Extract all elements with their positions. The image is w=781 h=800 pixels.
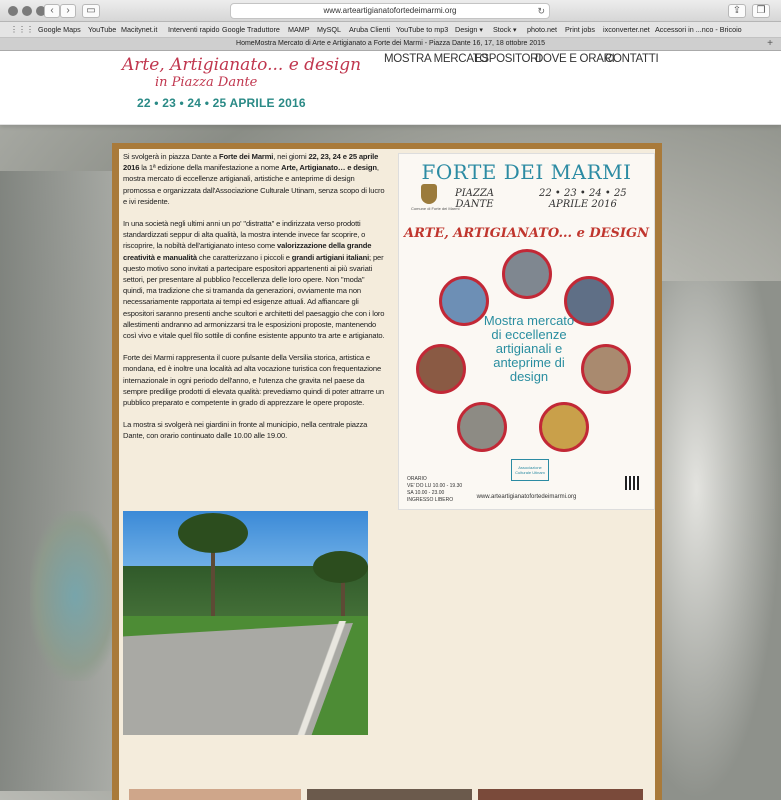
gallery-thumb-3[interactable] — [478, 789, 643, 800]
bookmark-interventi[interactable]: Interventi rapido — [168, 25, 220, 34]
logo-title[interactable]: Arte, Artigianato... e design — [122, 55, 362, 75]
event-poster — [398, 153, 655, 510]
bookmark-mamp[interactable]: MAMP — [288, 25, 310, 34]
nav-contatti[interactable]: CONTATTI — [605, 53, 659, 65]
nav-dove-e-orari[interactable]: DOVE E ORARI — [535, 53, 615, 65]
background-statue — [660, 281, 781, 800]
share-icon[interactable]: ⇪ — [728, 4, 746, 18]
tab-active[interactable]: HomeMostra Mercato di Arte e Artigianato a Forte dei Marmi - Piazza Dante 16, 17, 18 ottobre 2015 — [236, 40, 545, 47]
qr-code-icon — [625, 476, 639, 490]
poster-comune: Comune di Forte dei Marmi — [411, 206, 460, 211]
back-button[interactable]: ‹ — [44, 4, 60, 18]
article-text — [123, 151, 385, 453]
logo-subtitle[interactable]: in Piazza Dante — [155, 75, 258, 90]
nav-espositori[interactable]: ESPOSITORI — [474, 53, 542, 65]
bookmark-youtube[interactable]: YouTube — [88, 25, 117, 34]
poster-center-text: Mostra mercato di eccellenze artigianali e anteprime di design — [483, 313, 575, 384]
tab-bar — [0, 38, 781, 51]
background-detail — [30, 511, 120, 681]
bookmark-aruba[interactable]: Aruba Clienti — [349, 25, 391, 34]
sidebar-icon[interactable]: ▭ — [82, 4, 100, 18]
forward-button[interactable]: › — [60, 4, 76, 18]
comune-crest-icon — [421, 184, 437, 204]
poster-photo-4 — [416, 344, 466, 394]
poster-photo-1 — [502, 249, 552, 299]
poster-url: www.arteartigianatofortedeimarmi.org — [476, 494, 577, 500]
bookmark-google-maps[interactable]: Google Maps — [38, 25, 81, 34]
nav-mostra-mercato[interactable]: MOSTRA MERCATO — [384, 53, 488, 65]
gallery-thumb-2[interactable] — [307, 789, 472, 800]
piazza-photo — [123, 511, 368, 735]
close-window-icon[interactable] — [8, 6, 18, 16]
address-bar[interactable] — [230, 3, 550, 19]
new-tab-icon[interactable]: + — [767, 38, 773, 49]
gallery-thumb-1[interactable] — [129, 789, 301, 800]
poster-orari: ORARIO VE' DO LU 10.00 - 19.30 SA 10.00 - 23.00 INGRESSO LIBERO — [407, 476, 463, 503]
minimize-window-icon[interactable] — [22, 6, 32, 16]
paragraph-hours: La mostra si svolgerà nei giardini in fronte al municipio, nella centrale piazza Dante, con orario continuato dalle 10.00 alle 19.00. — [123, 420, 368, 441]
association-badge: Associazione Culturale Utinam — [511, 459, 549, 481]
poster-photo-5 — [581, 344, 631, 394]
browser-toolbar — [0, 0, 781, 22]
bookmark-design[interactable]: Design ▾ — [455, 25, 483, 34]
bookmark-ixconverter[interactable]: ixconverter.net — [603, 25, 650, 34]
paragraph-location: Forte dei Marmi rappresenta il cuore pulsante della Versilia storica, artistica e mondana, ed è inoltre una località ad alta vocazione turistica con frequentazione internazionale in ogni periodo dell'anno, e l'utenza che gravita nel paese da sempre predilige prodotti di elevata qualità: prevediamo quindi di poter attrarre un pubblico preparato e competente in grado di apprezzare le opere proposte. — [123, 353, 384, 408]
web-page — [0, 51, 781, 800]
url-text: www.arteartigianatofortedeimarmi.org — [323, 6, 457, 15]
poster-title: FORTE DEI MARMI — [421, 160, 632, 184]
paragraph-mission: In una società negli ultimi anni un po' "distratta" e indirizzata verso prodotti standardizzati seppur di alta qualità, la mostra intende invece far scoprire, o riscoprire, la nobiltà dell'artigianato inteso come valorizzazione della grande creatività e manualità che caratterizzano i piccoli e grandi artigiani italiani; per questo motivo sono invitati a partecipare espositori appartenenti ai più svariati settori, per presentare al pubblico l'eccellenza delle loro opere. Non "moda" quindi, ma tradizione che si tramanda da generazioni, ovviamente ma non necessariamente rapportata ai tempi ed esigenze attuali. Ad affiancare gli espositori saranno presenti anche scultori e architetti del paesaggio che con i loro allestimenti andranno ad armonizzarsi tra le esposizioni proposte, mantenendo così vivo e vitale quel filo sottile di confine esistente appunto tra arte e artigianato. — [123, 219, 385, 341]
bookmark-youtube-mp3[interactable]: YouTube to mp3 — [396, 25, 449, 34]
content-paper — [119, 149, 655, 800]
logo-dates: 22 • 23 • 24 • 25 APRILE 2016 — [137, 96, 306, 110]
content-frame — [112, 143, 662, 800]
poster-photo-6 — [457, 402, 507, 452]
poster-photo-7 — [539, 402, 589, 452]
bookmark-stock[interactable]: Stock ▾ — [493, 25, 517, 34]
poster-place: PIAZZA DANTE — [455, 188, 495, 210]
bookmark-macitynet[interactable]: Macitynet.it — [121, 25, 158, 34]
poster-subtitle: ARTE, ARTIGIANATO... e DESIGN — [403, 226, 649, 241]
gallery-strip — [129, 789, 643, 800]
site-header — [0, 51, 781, 125]
bookmark-mysql[interactable]: MySQL — [317, 25, 341, 34]
apps-grid-icon[interactable]: ⋮⋮⋮ — [10, 25, 34, 34]
paragraph-intro: Si svolgerà in piazza Dante a Forte dei Marmi, nei giorni 22, 23, 24 e 25 aprile 2016 la 1ª edizione della manifestazione a nome Arte, Artigianato… e design, mostra mercato di eccellenze artigianali, artistiche e anteprime di design promossa e organizzata dall'Associazione Culturale Utinam, senza scopo di lucro e ivi residente. — [123, 152, 385, 206]
poster-dates: 22 • 23 • 24 • 25 APRILE 2016 — [539, 188, 627, 210]
tabs-overview-icon[interactable]: ❐ — [752, 4, 770, 18]
reload-icon[interactable]: ↻ — [537, 6, 545, 16]
bookmarks-bar — [0, 22, 781, 38]
bookmark-photo-net[interactable]: photo.net — [527, 25, 557, 34]
bookmark-print-jobs[interactable]: Print jobs — [565, 25, 595, 34]
bookmark-accessori[interactable]: Accessori in ...nco - Bricoio — [655, 25, 742, 34]
bookmark-google-traduttore[interactable]: Google Traduttore — [222, 25, 280, 34]
